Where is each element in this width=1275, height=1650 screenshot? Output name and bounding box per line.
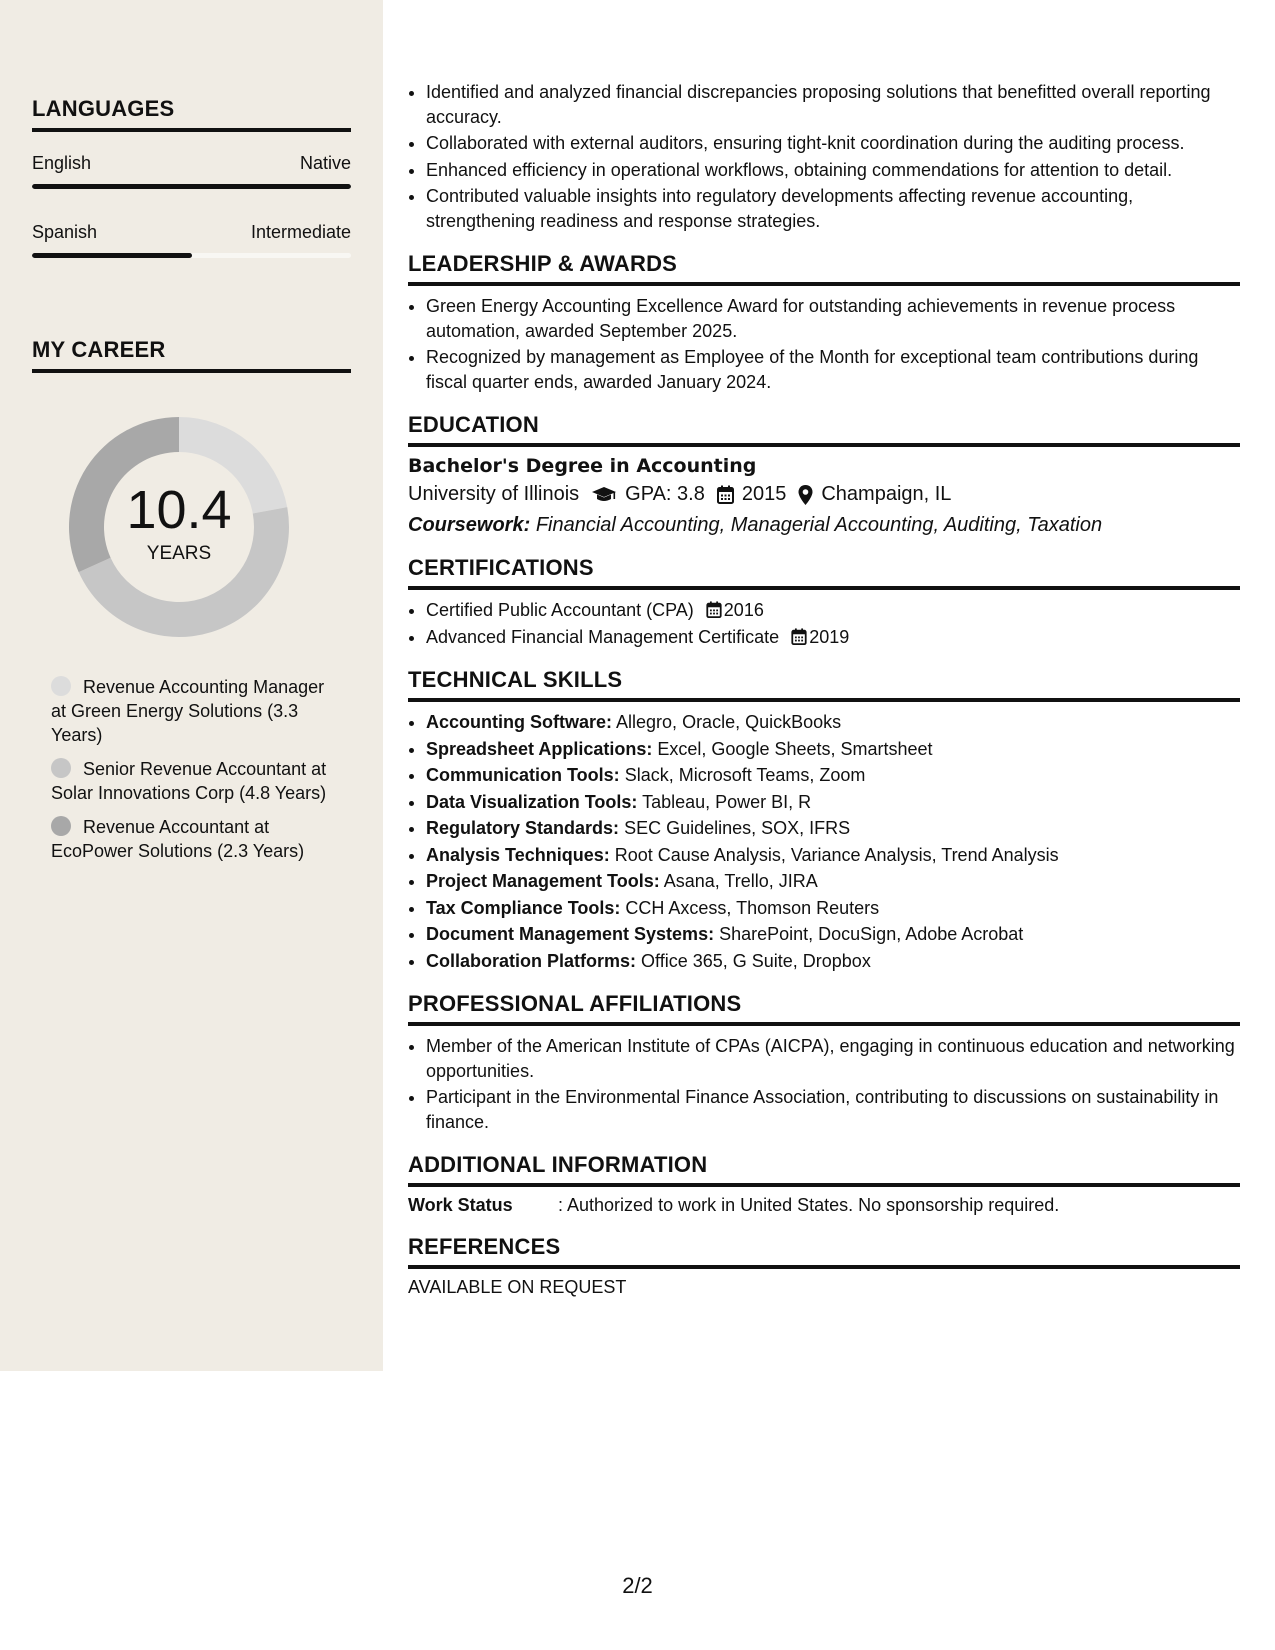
skill-label: Tax Compliance Tools: bbox=[426, 897, 621, 918]
skill-item bbox=[426, 843, 1240, 868]
education-degree: Bachelor's Degree in Accounting bbox=[408, 455, 757, 477]
skill-value: Allegro, Oracle, QuickBooks bbox=[616, 712, 842, 732]
skill-item bbox=[426, 790, 1240, 815]
legend-dot-icon bbox=[51, 816, 71, 836]
education-school: University of Illinois bbox=[408, 483, 580, 505]
experience-bullet: • Collaborated with external auditors, ensuring tight-knit coordination during the auditing process. bbox=[426, 131, 1240, 156]
legend-dot-icon bbox=[51, 676, 71, 696]
award-item: • Recognized by management as Employee of the Month for exceptional team contributions during fiscal quarter ends, awarded January 2024. bbox=[426, 345, 1240, 394]
skill-label: Document Management Systems: bbox=[426, 924, 715, 944]
coursework-label: Coursework: bbox=[408, 514, 531, 536]
map-pin-icon bbox=[798, 485, 813, 505]
languages-heading: LANGUAGES bbox=[32, 96, 351, 132]
skill-value: Slack, Microsoft Teams, Zoom bbox=[624, 765, 866, 785]
skill-value: Excel, Google Sheets, Smartsheet bbox=[657, 738, 933, 759]
work-status-label: Work Status bbox=[408, 1195, 513, 1215]
skill-value: SEC Guidelines, SOX, IFRS bbox=[624, 818, 851, 838]
career-legend-label: Revenue Accountant at EcoPower Solutions (2.3 Years) bbox=[51, 817, 305, 861]
language-row bbox=[32, 153, 351, 174]
skill-item bbox=[426, 710, 1240, 735]
skill-value: CCH Axcess, Thomson Reuters bbox=[625, 897, 880, 918]
skill-value: Tableau, Power BI, R bbox=[642, 791, 812, 812]
career-legend bbox=[51, 675, 331, 873]
skill-label: Spreadsheet Applications: bbox=[426, 738, 653, 759]
skill-item bbox=[426, 816, 1240, 841]
career-legend-item bbox=[51, 757, 331, 805]
skill-value: Root Cause Analysis, Variance Analysis, Trend Analysis bbox=[614, 844, 1059, 865]
certification-year: 2016 bbox=[723, 600, 764, 620]
affiliations-heading: PROFESSIONAL AFFILIATIONS bbox=[408, 991, 1240, 1026]
references-text: AVAILABLE ON REQUEST bbox=[408, 1277, 627, 1297]
certifications-heading: CERTIFICATIONS bbox=[408, 555, 1240, 590]
education-heading: EDUCATION bbox=[408, 412, 1240, 447]
language-proficiency-bar bbox=[32, 253, 351, 258]
award-item: • Green Energy Accounting Excellence Award for outstanding achievements in revenue process automation, awarded September 2025. bbox=[426, 294, 1240, 343]
skill-item bbox=[426, 949, 1240, 974]
graduation-cap-icon bbox=[591, 486, 617, 504]
certification-name: Advanced Financial Management Certificate bbox=[426, 626, 780, 647]
certification-name: Certified Public Accountant (CPA) bbox=[426, 600, 694, 620]
affiliation-item: • Participant in the Environmental Finance Association, contributing to discussions on sustainability in finance. bbox=[426, 1085, 1240, 1134]
additional-info-heading: ADDITIONAL INFORMATION bbox=[408, 1152, 1240, 1187]
skill-value: SharePoint, DocuSign, Adobe Acrobat bbox=[719, 924, 1024, 944]
language-name: Spanish bbox=[32, 222, 98, 242]
career-legend-item bbox=[51, 815, 331, 863]
skill-item bbox=[426, 896, 1240, 921]
language-name: English bbox=[32, 153, 92, 173]
career-legend-label: Senior Revenue Accountant at Solar Innovations Corp (4.8 Years) bbox=[51, 759, 327, 803]
calendar-icon bbox=[706, 601, 722, 618]
skill-label: Collaboration Platforms: bbox=[426, 950, 637, 971]
language-proficiency-bar bbox=[32, 184, 351, 189]
experience-bullet: • Contributed valuable insights into regulatory developments affecting revenue accounting, strengthening readiness and response strategies. bbox=[426, 184, 1240, 233]
affiliation-item: • Member of the American Institute of CPAs (AICPA), engaging in continuous education and networking opportunities. bbox=[426, 1034, 1240, 1083]
career-donut-center bbox=[67, 415, 291, 639]
sidebar bbox=[0, 0, 383, 1371]
career-heading: MY CAREER bbox=[32, 337, 351, 373]
technical-skills-heading: TECHNICAL SKILLS bbox=[408, 667, 1240, 702]
page-number: 2/2 bbox=[622, 1573, 653, 1598]
experience-bullet: • Identified and analyzed financial discrepancies proposing solutions that benefitted overall reporting accuracy. bbox=[426, 80, 1240, 129]
language-level: Intermediate bbox=[250, 222, 351, 242]
career-legend-item bbox=[51, 675, 331, 747]
work-status-row bbox=[408, 1195, 1240, 1216]
skill-label: Analysis Techniques: bbox=[426, 844, 610, 865]
skill-value: Office 365, G Suite, Dropbox bbox=[641, 950, 871, 971]
leadership-list bbox=[408, 294, 1240, 394]
main-content bbox=[408, 80, 1240, 1298]
career-total-years: 10.4 bbox=[126, 480, 232, 540]
skill-item bbox=[426, 922, 1240, 947]
skill-label: Data Visualization Tools: bbox=[426, 791, 638, 812]
leadership-heading: LEADERSHIP & AWARDS bbox=[408, 251, 1240, 286]
education-location: Champaign, IL bbox=[821, 483, 952, 505]
skill-label: Regulatory Standards: bbox=[426, 818, 620, 838]
language-level: Native bbox=[299, 153, 351, 173]
certification-item bbox=[426, 625, 1240, 650]
skill-item bbox=[426, 737, 1240, 762]
education-details bbox=[408, 483, 1240, 506]
skill-item bbox=[426, 763, 1240, 788]
experience-bullet: • Enhanced efficiency in operational workflows, obtaining commendations for attention to detail. bbox=[426, 158, 1240, 183]
legend-dot-icon bbox=[51, 758, 71, 778]
coursework-text: Financial Accounting, Managerial Accounting, Auditing, Taxation bbox=[535, 514, 1103, 536]
affiliations-list bbox=[408, 1034, 1240, 1134]
certification-year: 2019 bbox=[809, 626, 850, 647]
calendar-icon bbox=[791, 628, 807, 645]
experience-bullets bbox=[408, 80, 1240, 233]
language-proficiency-fill bbox=[32, 184, 351, 189]
certification-item bbox=[426, 598, 1240, 623]
skill-value: Asana, Trello, JIRA bbox=[663, 871, 818, 891]
skill-label: Communication Tools: bbox=[426, 765, 620, 785]
skill-item bbox=[426, 869, 1240, 894]
references-heading: REFERENCES bbox=[408, 1234, 1240, 1269]
calendar-icon bbox=[717, 485, 734, 504]
language-row bbox=[32, 222, 351, 243]
skill-label: Project Management Tools: bbox=[426, 871, 660, 891]
education-year: 2015 bbox=[741, 483, 787, 505]
certifications-list bbox=[408, 598, 1240, 649]
skill-label: Accounting Software: bbox=[426, 712, 613, 732]
career-legend-label: Revenue Accounting Manager at Green Energy Solutions (3.3 Years) bbox=[51, 677, 325, 745]
language-proficiency-fill bbox=[32, 253, 192, 258]
education-gpa: GPA: 3.8 bbox=[625, 483, 705, 505]
education-coursework bbox=[408, 514, 1240, 537]
career-donut-chart bbox=[67, 415, 291, 639]
career-total-unit: YEARS bbox=[146, 543, 212, 564]
skills-list bbox=[408, 710, 1240, 973]
work-status-value: : Authorized to work in United States. No sponsorship required. bbox=[558, 1195, 1060, 1215]
